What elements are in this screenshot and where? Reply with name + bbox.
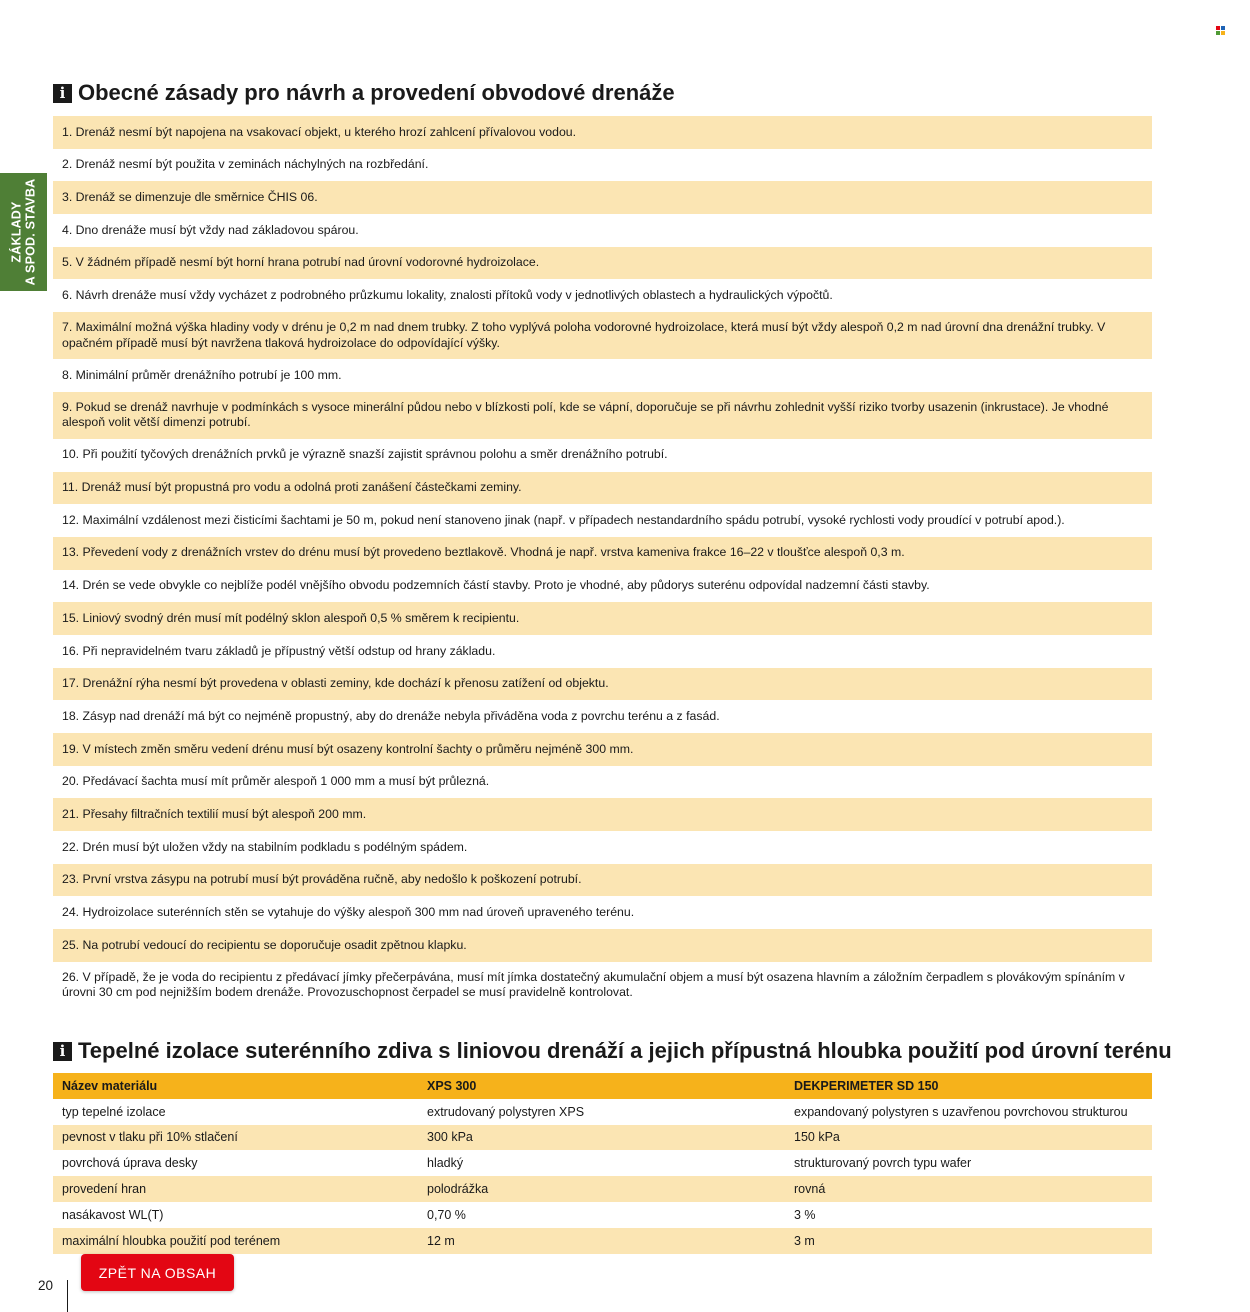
table-cell: expandovaný polystyren s uzavřenou povrchovou strukturou: [794, 1104, 1128, 1119]
rule-item: 25. Na potrubí vedoucí do recipientu se doporučuje osadit zpětnou klapku.: [53, 929, 1152, 962]
side-tab-line2: A SPOD. STAVBA: [23, 178, 38, 286]
table-cell: 300 kPa: [418, 1125, 785, 1151]
table-row: [53, 1202, 1152, 1228]
info-icon: i: [53, 84, 72, 103]
rule-item: 19. V místech změn směru vedení drénu musí být osazeny kontrolní šachty o průměru nejméně 300 mm.: [53, 733, 1152, 766]
drainage-rules-list: [53, 116, 1152, 1009]
page-number: 20: [38, 1278, 54, 1293]
rule-item: 13. Převedení vody z drenážních vrstev do drénu musí být provedeno beztlakově. Vhodná je např. vrstva kameniva frakce 16–22 v tloušťce alespoň 0,3 m.: [53, 537, 1152, 570]
table-cell: extrudovaný polystyren XPS: [427, 1104, 585, 1119]
back-to-contents-button[interactable]: ZPĚT NA OBSAH: [81, 1254, 234, 1291]
rule-item: 20. Předávací šachta musí mít průměr alespoň 1 000 mm a musí být průlezná.: [62, 774, 490, 789]
table-cell: rovná: [785, 1176, 1152, 1202]
rule-item: 18. Zásyp nad drenáží má být co nejméně propustný, aby do drenáže nebyla přiváděna voda z povrchu terénu a z fasád.: [62, 708, 720, 723]
rule-item: 14. Drén se vede obvykle co nejblíže podél vnějšího obvodu podzemních částí stavby. Proto je vhodné, aby půdorys suterénu odpovídal nadzemní části stavby.: [62, 578, 930, 593]
chapter-side-tab[interactable]: [0, 173, 47, 291]
header-cell-dekperimeter: DEKPERIMETER SD 150: [785, 1073, 1152, 1099]
rule-item: 12. Maximální vzdálenost mezi čisticími šachtami je 50 m, pokud není stanoveno jinak (např. v případech nestandardního spádu potrubí, vysoké rychlosti vody proudící v potrubí apod.).: [62, 512, 1065, 527]
header-cell-material: Název materiálu: [53, 1073, 418, 1099]
table-cell: pevnost v tlaku při 10% stlačení: [53, 1125, 418, 1151]
table-cell: maximální hloubka použití pod terénem: [53, 1228, 418, 1254]
table-cell: 3 m: [785, 1228, 1152, 1254]
table-cell: 12 m: [418, 1228, 785, 1254]
table-cell: provedení hran: [53, 1176, 418, 1202]
insulation-properties-table: [53, 1073, 1152, 1254]
table-row: [53, 1125, 1152, 1151]
rule-item: 3. Drenáž se dimenzuje dle směrnice ČHIS 06.: [53, 181, 1152, 214]
page-divider: [67, 1280, 68, 1312]
rule-item: 21. Přesahy filtračních textilií musí být alespoň 200 mm.: [53, 798, 1152, 831]
rule-item: 8. Minimální průměr drenážního potrubí je 100 mm.: [62, 367, 342, 382]
rule-item: 26. V případě, že je voda do recipientu z předávací jímky přečerpávána, musí mít jímka dostatečný akumulační objem a musí být osazena hlavním a záložním čerpadlem s plovákovým spínáním v úrovni 30 cm pod nejnižším bodem drenáže. Provozuschopnost čerpadel se musí pravidelně kontrolovat.: [62, 969, 1125, 1000]
section-title-text: Obecné zásady pro návrh a provedení obvodové drenáže: [78, 80, 675, 105]
section-title-insulation: [53, 1038, 1172, 1064]
info-icon: i: [53, 1042, 72, 1061]
table-cell: 150 kPa: [785, 1125, 1152, 1151]
rule-item: 22. Drén musí být uložen vždy na stabilním podkladu s podélným spádem.: [62, 839, 468, 854]
table-cell: strukturovaný povrch typu wafer: [794, 1156, 972, 1171]
rule-item: 5. V žádném případě nesmí být horní hrana potrubí nad úrovní vodorovné hydroizolace.: [53, 247, 1152, 280]
table-row: [53, 1228, 1152, 1254]
rule-item: 17. Drenážní rýha nesmí být provedena v oblasti zeminy, kde dochází k přenosu zatížení od objektu.: [53, 668, 1152, 701]
rule-item: 10. Při použití tyčových drenážních prvků je výrazně snazší zajistit správnou polohu a směr drenážního potrubí.: [62, 447, 668, 462]
section-title-text: Tepelné izolace suterénního zdiva s liniovou drenáží a jejich přípustná hloubka použití pod úrovní terénu: [78, 1038, 1172, 1063]
rule-item: 15. Liniový svodný drén musí mít podélný sklon alespoň 0,5 % směrem k recipientu.: [53, 602, 1152, 635]
table-header-row: [53, 1073, 1152, 1099]
rule-item: 23. První vrstva zásypu na potrubí musí být prováděna ručně, aby nedošlo k poškození potrubí.: [53, 864, 1152, 897]
rule-item: 9. Pokud se drenáž navrhuje v podmínkách s vysoce minerální půdou nebo v blízkosti polí, kde se vápní, doporučuje se při návrhu zohlednit vyšší riziko tvorby usazenin (inkrustace). Je vhodné alespoň volit větší dimenzi potrubí.: [53, 392, 1152, 439]
table-cell: 3 %: [794, 1207, 816, 1222]
rule-item: 7. Maximální možná výška hladiny vody v drénu je 0,2 m nad dnem trubky. Z toho vyplývá poloha vodorovné hydroizolace, která musí být vždy alespoň 0,2 m nad úrovní dna drenážní trubky. V opačném případě musí být navržena tlaková hydroizolace do odpovídající výšky.: [53, 312, 1152, 359]
table-cell: polodrážka: [418, 1176, 785, 1202]
table-cell: 0,70 %: [427, 1207, 466, 1222]
rule-item: 24. Hydroizolace suterénních stěn se vytahuje do výšky alespoň 300 mm nad úroveň upraveného terénu.: [62, 905, 635, 920]
table-row: [53, 1150, 1152, 1176]
rule-item: 11. Drenáž musí být propustná pro vodu a odolná proti zanášení částečkami zeminy.: [53, 472, 1152, 505]
rule-item: 6. Návrh drenáže musí vždy vycházet z podrobného průzkumu lokality, znalosti přítoků vody v jednotlivých oblastech a hydraulických výpočtů.: [62, 288, 833, 303]
rule-item: 4. Dno drenáže musí být vždy nad základovou spárou.: [62, 222, 359, 237]
rule-item: 2. Drenáž nesmí být použita v zeminách náchylných na rozbředání.: [62, 157, 429, 172]
table-cell: hladký: [427, 1156, 464, 1171]
table-cell: povrchová úprava desky: [62, 1156, 198, 1171]
rule-item: 16. Při nepravidelném tvaru základů je přípustný větší odstup od hrany základu.: [62, 643, 496, 658]
table-row: [53, 1176, 1152, 1202]
side-tab-line1: ZÁKLADY: [9, 201, 24, 263]
table-cell: typ tepelné izolace: [62, 1104, 166, 1119]
corner-color-mark-icon: [1216, 26, 1225, 35]
section-title-drainage: [53, 80, 675, 106]
table-row: [53, 1099, 1152, 1125]
table-cell: nasákavost WL(T): [62, 1207, 164, 1222]
header-cell-xps: XPS 300: [418, 1073, 785, 1099]
rule-item: 1. Drenáž nesmí být napojena na vsakovací objekt, u kterého hrozí zahlcení přívalovou vodou.: [53, 116, 1152, 149]
